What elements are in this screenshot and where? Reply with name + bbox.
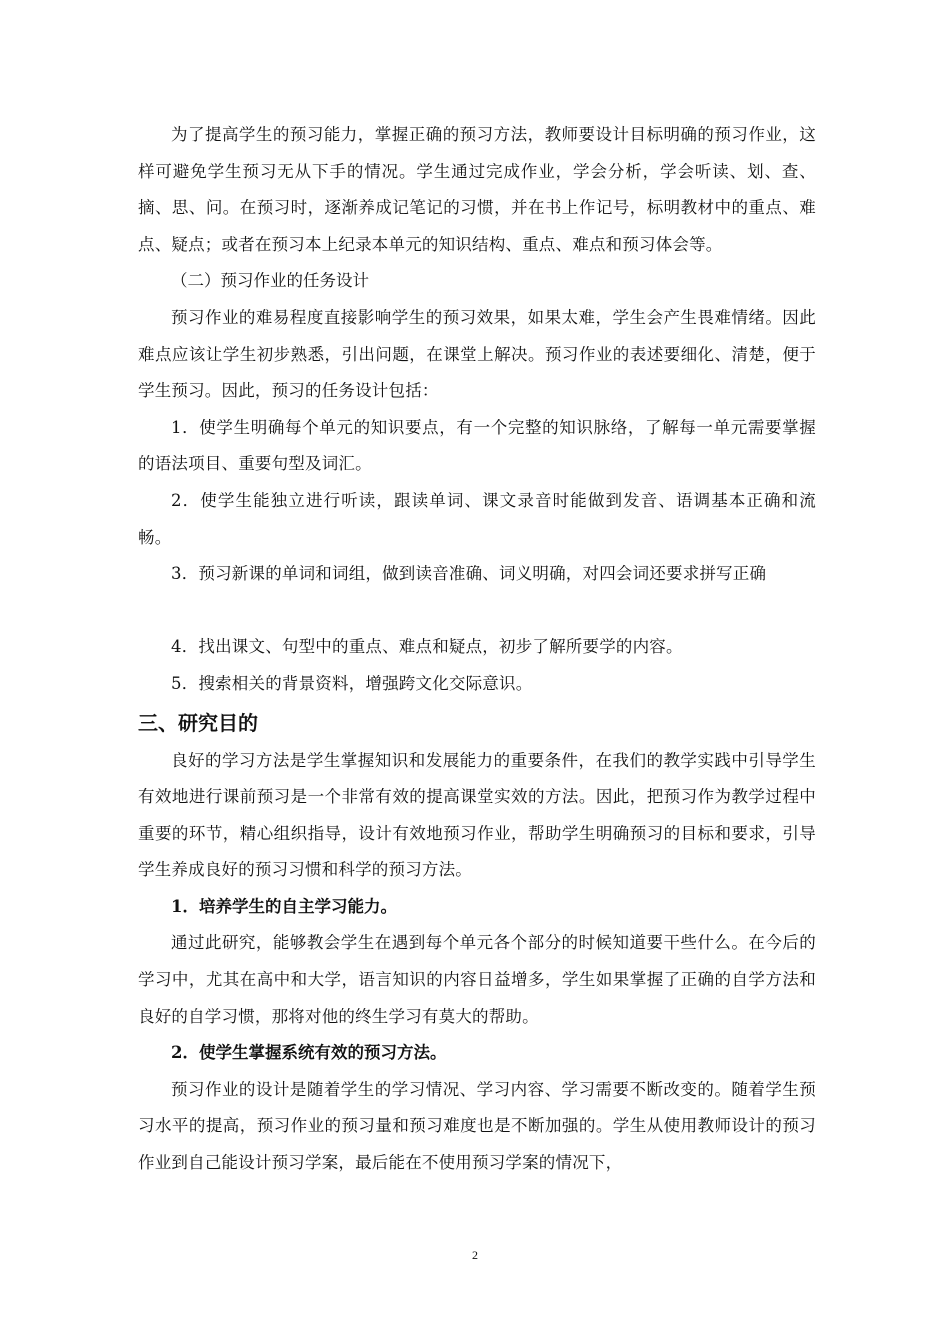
page-body — [138, 117, 816, 1182]
task-item-1: 1．使学生明确每个单元的知识要点，有一个完整的知识脉络，了解每一单元需要掌握的语法项目、重要句型及词汇。 — [138, 417, 816, 474]
task-design-paragraph: 预习作业的难易程度直接影响学生的预习效果，如果太难，学生会产生畏难情绪。因此难点应该让学生初步熟悉，引出问题，在课堂上解决。预习作业的表述要细化、清楚，便于学生预习。因此，预习的任务设计包括： — [138, 307, 816, 401]
subheading-task-design: （二）预习作业的任务设计 — [171, 271, 369, 291]
task-item-4: 4．找出课文、句型中的重点、难点和疑点，初步了解所要学的内容。 — [171, 637, 683, 657]
task-item-5: 5．搜索相关的背景资料，增强跨文化交际意识。 — [171, 673, 533, 693]
research-purpose-paragraph: 良好的学习方法是学生掌握知识和发展能力的重要条件，在我们的教学实践中引导学生有效地进行课前预习是一个非常有效的提高课堂实效的方法。因此，把预习作为教学过程中重要的环节，精心组织指导，设计有效地预习作业，帮助学生明确预习的目标和要求，引导学生养成良好的预习习惯和科学的预习方法。 — [138, 750, 816, 880]
goal-2-paragraph: 预习作业的设计是随着学生的学习情况、学习内容、学习需要不断改变的。随着学生预习水平的提高，预习作业的预习量和预习难度也是不断加强的。学生从使用教师设计的预习作业到自己能设计预习学案，最后能在不使用预习学案的情况下， — [138, 1079, 816, 1173]
goal-1-heading: 1．培养学生的自主学习能力。 — [171, 896, 397, 916]
page-number: 2 — [472, 1248, 478, 1262]
goal-1-paragraph: 通过此研究，能够教会学生在遇到每个单元各个部分的时候知道要干些什么。在今后的学习中，尤其在高中和大学，语言知识的内容日益增多，学生如果掌握了正确的自学方法和良好的自学习惯，那将对他的终生学习有莫大的帮助。 — [138, 933, 816, 1026]
goal-2-heading: 2．使学生掌握系统有效的预习方法。 — [171, 1043, 447, 1063]
task-item-2: 2．使学生能独立进行听读，跟读单词、课文录音时能做到发音、语调基本正确和流畅。 — [138, 490, 816, 547]
task-item-3: 3．预习新课的单词和词组，做到读音准确、词义明确，对四会词还要求拼写正确 — [171, 564, 767, 584]
blank-line — [138, 593, 816, 630]
section-heading-research-purpose: 三、研究目的 — [138, 710, 258, 735]
intro-paragraph: 为了提高学生的预习能力，掌握正确的预习方法，教师要设计目标明确的预习作业，这样可避免学生预习无从下手的情况。学生通过完成作业，学会分析，学会听读、划、查、摘、思、问。在预习时，逐渐养成记笔记的习惯，并在书上作记号，标明教材中的重点、难点、疑点；或者在预习本上纪录本单元的知识结构、重点、难点和预习体会等。 — [138, 125, 816, 254]
